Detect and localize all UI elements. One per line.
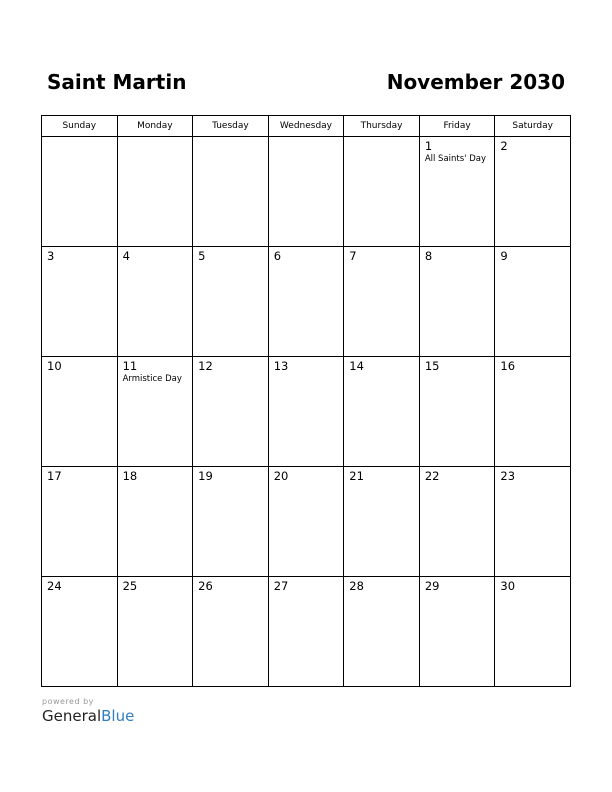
day-number: 29 [424,579,440,593]
day-cell [344,137,420,247]
calendar-grid [41,115,571,687]
day-cell [117,577,193,687]
day-cell [344,247,420,357]
holiday-label: All Saints' Day [424,154,486,164]
holiday-label [420,483,495,484]
day-cell [117,137,193,247]
holiday-label [495,153,570,154]
calendar-country-title: Saint Martin [47,70,187,94]
week-row [42,577,571,687]
day-number: 18 [122,469,138,483]
week-row [42,357,571,467]
holiday-label [495,263,570,264]
holiday-label [344,140,419,141]
day-number: 26 [198,579,213,593]
day-number: 9 [500,249,508,263]
day-number: 15 [424,359,440,373]
day-cell [268,357,344,467]
footer-brand [42,697,134,726]
holiday-label [495,483,570,484]
day-cell [495,357,571,467]
week-row [42,467,571,577]
day-cell [193,137,269,247]
day-number: 1 [424,139,433,153]
holiday-label [420,593,495,594]
day-number: 6 [273,249,282,263]
holiday-label [193,483,268,484]
day-cell [344,357,420,467]
day-number: 28 [349,579,364,593]
day-cell [193,467,269,577]
weekday-header: Tuesday [193,116,269,137]
day-number: 27 [273,579,289,593]
day-cell [42,137,118,247]
holiday-label [118,263,193,264]
generalblue-logo [42,707,134,726]
holiday-label [344,593,419,594]
day-cell [268,467,344,577]
holiday-label [269,373,344,374]
day-cell [193,577,269,687]
calendar-month-title: November 2030 [386,70,565,94]
day-cell [42,247,118,357]
day-cell [419,247,495,357]
day-number: 12 [198,359,213,373]
week-row [42,137,571,247]
day-number: 7 [349,249,357,263]
weekday-header: Saturday [495,116,571,137]
holiday-label [495,373,570,374]
day-cell [344,577,420,687]
day-cell [193,247,269,357]
holiday-label [118,593,193,594]
day-number: 21 [349,469,364,483]
day-cell [419,467,495,577]
weekday-header: Thursday [344,116,420,137]
day-number: 10 [47,359,62,373]
day-number: 5 [198,249,206,263]
day-cell [495,577,571,687]
day-cell [344,467,420,577]
day-cell [495,247,571,357]
day-cell [268,247,344,357]
day-cell [419,577,495,687]
day-number: 8 [424,249,433,263]
day-cell [495,137,571,247]
holiday-label [118,140,193,141]
day-number: 3 [47,249,55,263]
day-number: 11 [122,359,138,373]
day-number: 20 [273,469,289,483]
day-cell [419,137,495,247]
holiday-label [269,483,344,484]
holiday-label [193,263,268,264]
holiday-label [193,593,268,594]
weekday-header: Friday [419,116,495,137]
day-cell [42,577,118,687]
holiday-label [42,140,117,141]
holiday-label [495,593,570,594]
day-cell [268,137,344,247]
holiday-label [269,263,344,264]
day-cell [117,467,193,577]
holiday-label [42,483,117,484]
holiday-label [344,373,419,374]
holiday-label [42,593,117,594]
weekday-header-row [42,116,571,137]
logo-blue: Blue [101,707,135,725]
powered-by-text: powered by [42,697,94,706]
day-cell [419,357,495,467]
holiday-label: Armistice Day [122,374,182,384]
logo-general: General [42,707,102,725]
holiday-label [193,373,268,374]
day-number: 13 [273,359,289,373]
day-number: 4 [122,249,130,263]
weekday-header: Wednesday [268,116,344,137]
week-row [42,247,571,357]
day-number: 30 [500,579,516,593]
holiday-label [420,373,495,374]
day-cell [495,467,571,577]
day-cell [42,467,118,577]
day-cell [117,247,193,357]
day-number: 19 [198,469,213,483]
weekday-header: Sunday [42,116,118,137]
day-number: 23 [500,469,516,483]
holiday-label [269,593,344,594]
holiday-label [269,140,344,141]
weekday-header: Monday [117,116,193,137]
day-number: 24 [47,579,62,593]
holiday-label [193,140,268,141]
holiday-label [344,263,419,264]
day-number: 17 [47,469,62,483]
day-number: 25 [122,579,138,593]
holiday-label [42,373,117,374]
day-cell [193,357,269,467]
holiday-label [420,263,495,264]
day-cell [42,357,118,467]
day-number: 14 [349,359,364,373]
holiday-label [118,483,193,484]
day-cell [268,577,344,687]
day-number: 16 [500,359,516,373]
holiday-label [344,483,419,484]
day-cell [117,357,193,467]
day-number: 22 [424,469,440,483]
day-number: 2 [500,139,508,153]
holiday-label [42,263,117,264]
